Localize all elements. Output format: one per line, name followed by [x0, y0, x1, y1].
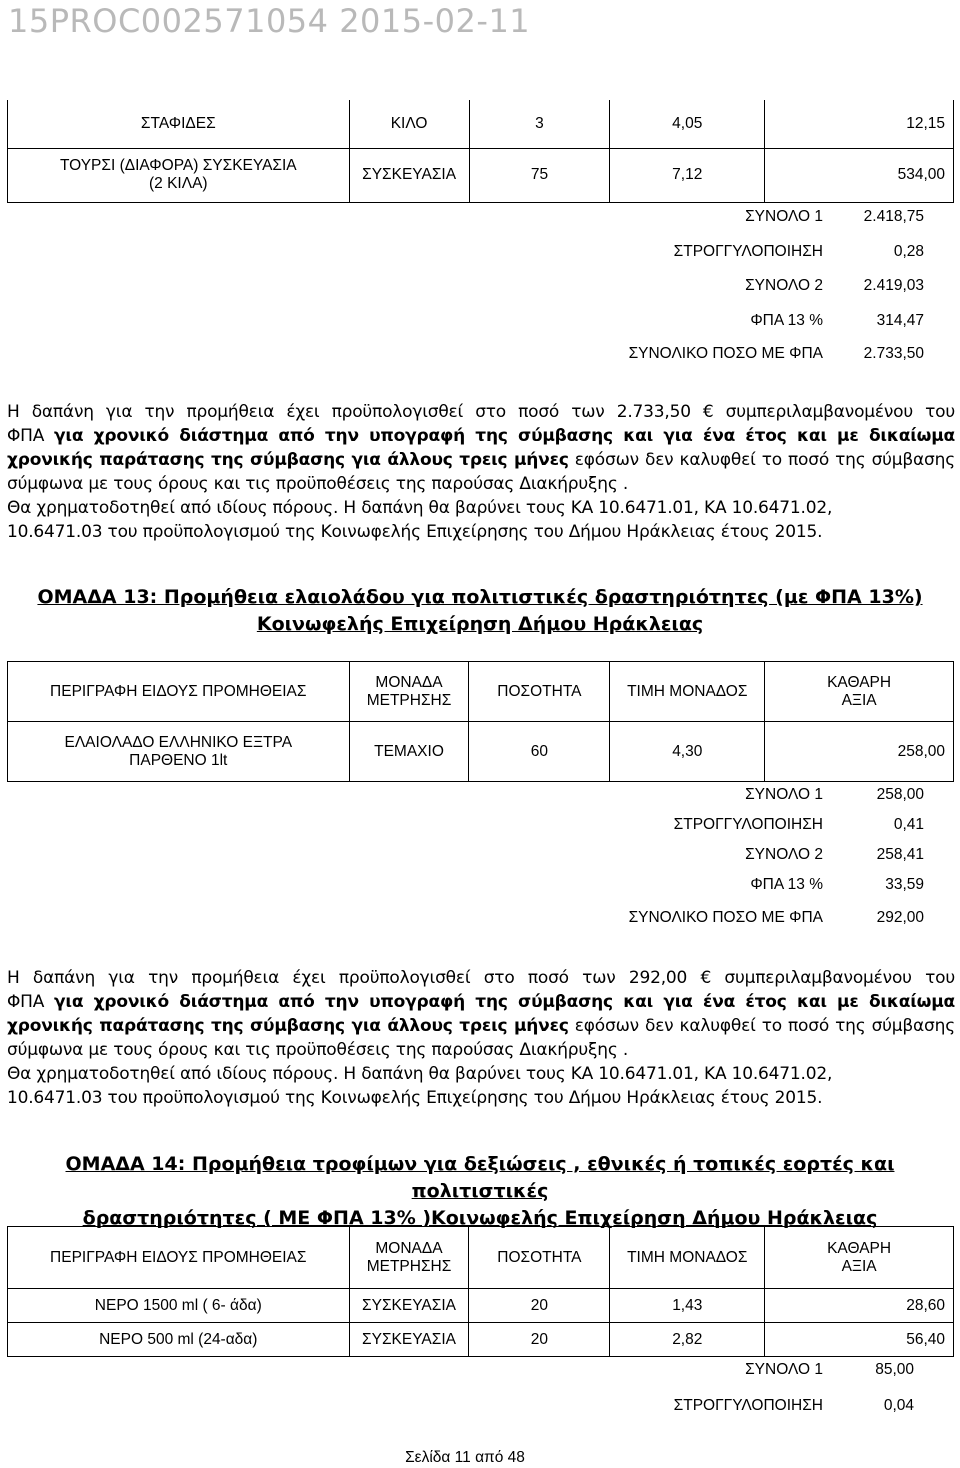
paragraph-line	[7, 1014, 955, 1038]
group-14-title	[20, 1151, 940, 1232]
total-label: ΣΥΝΟΛΟ 1	[745, 208, 823, 225]
total-label: ΣΥΝΟΛΟ 1	[745, 786, 823, 803]
item-quantity: 60	[469, 722, 610, 782]
total-label: ΣΤΡΟΓΓΥΛΟΠΟΙΗΣΗ	[673, 1397, 823, 1414]
header-unit-price: ΤΙΜΗ ΜΟΝΑΔΟΣ	[610, 662, 765, 722]
budget-paragraph-b	[7, 966, 955, 1110]
table-header-row	[8, 1227, 954, 1289]
items-table-group-13	[7, 661, 954, 782]
item-description-line-2: ΠΑΡΘΕΝΟ 1lt	[129, 751, 228, 769]
paragraph-line: σύμφωνα με τους όρους και τις προϋποθέσεις της παρούσας Διακήρυξης .	[7, 1040, 629, 1060]
header-value-line-2: ΑΞΙΑ	[841, 1257, 877, 1275]
header-quantity: ΠΟΣΟΤΗΤΑ	[469, 662, 610, 722]
item-description	[8, 148, 350, 202]
table-row	[8, 100, 954, 148]
table-row	[8, 722, 954, 782]
total-row	[0, 277, 960, 305]
paragraph-line: 10.6471.03 του προϋπολογισμού της Κοινωφελής Επιχείρησης του Δήμου Ηράκλειας έτους 2015.	[7, 522, 823, 542]
table-row	[8, 1289, 954, 1323]
total-row	[0, 243, 960, 271]
paragraph-line: Η δαπάνη για την προμήθεια έχει προϋπολογισθεί στο ποσό των 292,00 € συμπεριλαμβανομένου του	[7, 968, 955, 988]
total-value: 314,47	[876, 312, 924, 329]
paragraph-bold-text: για χρονικό διάστημα από την υπογραφή της σύμβασης και για ένα έτος και με δικαίωμα	[54, 992, 955, 1012]
header-unit-line-2: ΜΕΤΡΗΣΗΣ	[366, 691, 452, 709]
total-row	[0, 816, 960, 844]
item-net-value: 56,40	[765, 1323, 954, 1357]
total-label: ΣΥΝΟΛΟ 2	[745, 846, 823, 863]
item-description-line-2: (2 ΚΙΛΑ)	[149, 175, 208, 192]
document-id-header: 15PROC002571054 2015-02-11	[8, 2, 531, 40]
item-quantity: 75	[469, 148, 610, 202]
total-value: 0,28	[893, 243, 924, 260]
paragraph-line: Η δαπάνη για την προμήθεια έχει προϋπολογισθεί στο ποσό των 2.733,50 € συμπεριλαμβανομένου του	[7, 402, 955, 422]
total-value: 0,41	[893, 816, 924, 833]
item-unit-price: 7,12	[610, 148, 765, 202]
item-unit-price: 4,05	[610, 100, 765, 148]
group-13-title	[0, 584, 960, 638]
total-label: ΦΠΑ 13 %	[750, 876, 823, 893]
item-quantity: 20	[469, 1289, 610, 1323]
total-label: ΣΤΡΟΓΓΥΛΟΠΟΙΗΣΗ	[673, 816, 823, 833]
paragraph-line: Θα χρηματοδοτηθεί από ιδίους πόρους. Η δαπάνη θα βαρύνει τους ΚΑ 10.6471.01, ΚΑ 10.6471.02,	[7, 498, 833, 518]
total-row	[0, 909, 960, 937]
total-label: ΣΥΝΟΛΙΚΟ ΠΟΣΟ ΜΕ ΦΠΑ	[628, 345, 823, 362]
table-header-row	[8, 662, 954, 722]
item-quantity: 3	[469, 100, 610, 148]
group-title-line: ΟΜΑΔΑ 14: Προμήθεια τροφίμων για δεξιώσεις , εθνικές ή τοπικές εορτές και πολιτιστικές	[65, 1153, 895, 1202]
total-value: 0,04	[883, 1397, 914, 1414]
header-value-line-1: ΚΑΘΑΡΗ	[827, 673, 892, 691]
item-unit: ΣΥΣΚΕΥΑΣΙΑ	[349, 148, 469, 202]
header-unit-line-1: ΜΟΝΑΔΑ	[375, 1239, 443, 1257]
header-unit-price: ΤΙΜΗ ΜΟΝΑΔΟΣ	[610, 1227, 765, 1289]
item-description-line-1: ΤΟΥΡΣΙ (ΔΙΑΦΟΡΑ) ΣΥΣΚΕΥΑΣΙΑ	[59, 157, 297, 174]
total-row	[0, 208, 960, 236]
item-net-value: 258,00	[765, 722, 954, 782]
item-unit: ΚΙΛΟ	[349, 100, 469, 148]
table-row	[8, 1323, 954, 1357]
page-number: Σελίδα 11 από 48	[405, 1449, 525, 1466]
total-value: 2.419,03	[863, 277, 924, 294]
item-description	[8, 722, 350, 782]
group-title-line: δραστηριότητες ( ΜΕ ΦΠΑ 13% )Κοινωφελής Επιχείρηση Δήμου Ηράκλειας	[82, 1207, 878, 1229]
item-unit: ΤΕΜΑΧΙΟ	[349, 722, 469, 782]
paragraph-line: σύμφωνα με τους όρους και τις προϋποθέσεις της παρούσας Διακήρυξης .	[7, 474, 629, 494]
paragraph-text: εφόσων δεν καλυφθεί το ποσό της σύμβασης	[568, 450, 955, 470]
paragraph-bold-text: για χρονικό διάστημα από την υπογραφή της σύμβασης και για ένα έτος και με δικαίωμα	[54, 426, 955, 446]
budget-paragraph-a	[7, 400, 955, 544]
header-unit	[349, 662, 469, 722]
total-value: 33,59	[885, 876, 924, 893]
total-label: ΣΥΝΟΛΟ 1	[745, 1361, 823, 1378]
paragraph-line: 10.6471.03 του προϋπολογισμού της Κοινωφελής Επιχείρησης του Δήμου Ηράκλειας έτους 2015.	[7, 1088, 823, 1108]
paragraph-bold-text: χρονικής παράτασης της σύμβασης για άλλους τρεις μήνες	[7, 450, 569, 470]
item-unit: ΣΥΣΚΕΥΑΣΙΑ	[349, 1323, 469, 1357]
total-row	[0, 846, 960, 874]
total-label: ΣΥΝΟΛΟ 2	[745, 277, 823, 294]
paragraph-bold-text: χρονικής παράτασης της σύμβασης για άλλους τρεις μήνες	[7, 1016, 569, 1036]
total-label: ΣΥΝΟΛΙΚΟ ΠΟΣΟ ΜΕ ΦΠΑ	[628, 909, 823, 926]
total-value: 258,41	[876, 846, 924, 863]
total-row	[0, 1397, 960, 1425]
item-description: ΝΕΡΟ 1500 ml ( 6- άδα)	[8, 1289, 350, 1323]
total-row	[0, 876, 960, 904]
total-row	[0, 786, 960, 814]
paragraph-line	[7, 424, 955, 448]
item-description: ΣΤΑΦΙΔΕΣ	[8, 100, 350, 148]
header-unit-line-2: ΜΕΤΡΗΣΗΣ	[366, 1257, 452, 1275]
header-net-value	[765, 662, 954, 722]
total-value: 2.418,75	[863, 208, 924, 225]
total-row	[0, 312, 960, 340]
item-net-value: 28,60	[765, 1289, 954, 1323]
table-row	[8, 148, 954, 202]
group-title-line: ΟΜΑΔΑ 13: Προμήθεια ελαιολάδου για πολιτιστικές δραστηριότητες (με ΦΠΑ 13%)	[37, 586, 923, 608]
total-label: ΣΤΡΟΓΓΥΛΟΠΟΙΗΣΗ	[673, 243, 823, 260]
total-value: 85,00	[875, 1361, 914, 1378]
item-unit: ΣΥΣΚΕΥΑΣΙΑ	[349, 1289, 469, 1323]
item-net-value: 534,00	[765, 148, 954, 202]
item-description-line-1: ΕΛΑΙΟΛΑΔΟ ΕΛΛΗΝΙΚΟ ΕΞΤΡΑ	[64, 733, 293, 751]
total-row	[0, 1361, 960, 1389]
item-unit-price: 1,43	[610, 1289, 765, 1323]
total-value: 292,00	[876, 909, 924, 926]
header-unit-line-1: ΜΟΝΑΔΑ	[375, 673, 443, 691]
total-value: 2.733,50	[863, 345, 924, 362]
paragraph-line	[7, 448, 955, 472]
items-table-group-14	[7, 1226, 954, 1357]
header-value-line-1: ΚΑΘΑΡΗ	[827, 1239, 892, 1257]
header-net-value	[765, 1227, 954, 1289]
header-unit	[349, 1227, 469, 1289]
header-description: ΠΕΡΙΓΡΑΦΗ ΕΙΔΟΥΣ ΠΡΟΜΗΘΕΙΑΣ	[8, 662, 350, 722]
total-value: 258,00	[876, 786, 924, 803]
item-net-value: 12,15	[765, 100, 954, 148]
paragraph-line	[7, 990, 955, 1014]
items-table-a	[7, 100, 954, 203]
item-quantity: 20	[469, 1323, 610, 1357]
paragraph-line: Θα χρηματοδοτηθεί από ιδίους πόρους. Η δαπάνη θα βαρύνει τους ΚΑ 10.6471.01, ΚΑ 10.6471.02,	[7, 1064, 833, 1084]
paragraph-text: εφόσων δεν καλυφθεί το ποσό της σύμβασης	[568, 1016, 955, 1036]
item-unit-price: 2,82	[610, 1323, 765, 1357]
header-quantity: ΠΟΣΟΤΗΤΑ	[469, 1227, 610, 1289]
paragraph-text: ΦΠΑ	[7, 992, 45, 1012]
item-description: ΝΕΡΟ 500 ml (24-αδα)	[8, 1323, 350, 1357]
group-title-line: Κοινωφελής Επιχείρηση Δήμου Ηράκλειας	[256, 613, 704, 635]
paragraph-text: ΦΠΑ	[7, 426, 45, 446]
item-unit-price: 4,30	[610, 722, 765, 782]
total-label: ΦΠΑ 13 %	[750, 312, 823, 329]
header-description: ΠΕΡΙΓΡΑΦΗ ΕΙΔΟΥΣ ΠΡΟΜΗΘΕΙΑΣ	[8, 1227, 350, 1289]
total-row	[0, 345, 960, 373]
header-value-line-2: ΑΞΙΑ	[841, 691, 877, 709]
